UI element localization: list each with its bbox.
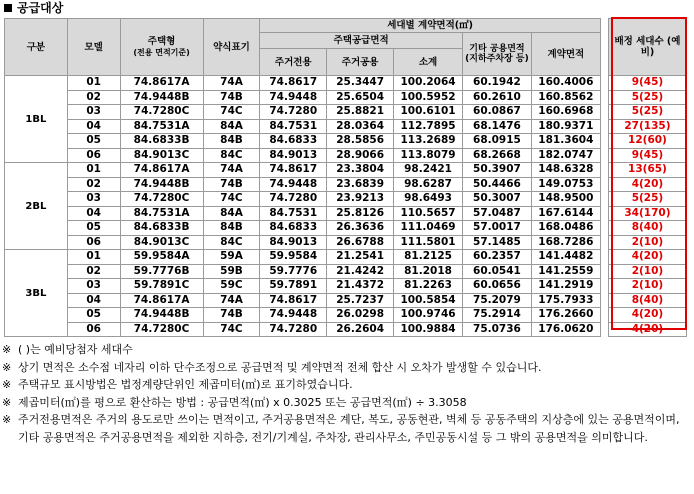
supply-count-cell: 13(65) xyxy=(608,163,686,178)
common-area-cell: 25.8821 xyxy=(327,105,394,120)
header-other: 기타 공용면적 (지하주차장 등) xyxy=(462,33,531,76)
group-cell: 3BL xyxy=(5,250,68,337)
header-group: 구분 xyxy=(5,19,68,76)
section-title-text: 공급대상 xyxy=(17,1,64,15)
exclusive-area-cell: 84.7531 xyxy=(260,206,327,221)
type-cell: 74.9448B xyxy=(120,90,203,105)
header-supply: 배정 세대수 (예비) xyxy=(608,19,686,76)
other-area-cell: 75.2079 xyxy=(462,293,531,308)
notation-cell: 74C xyxy=(203,192,260,207)
type-cell: 74.9448B xyxy=(120,177,203,192)
table-row xyxy=(5,177,687,192)
other-area-cell: 68.0915 xyxy=(462,134,531,149)
table-row xyxy=(5,322,687,337)
other-area-cell: 68.1476 xyxy=(462,119,531,134)
gap-cell xyxy=(600,76,608,91)
notation-cell: 59A xyxy=(203,250,260,265)
model-cell: 06 xyxy=(67,148,120,163)
note-mark: ※ xyxy=(2,378,12,391)
supply-count-cell: 27(135) xyxy=(608,119,686,134)
header-model: 모델 xyxy=(67,19,120,76)
other-area-cell: 57.1485 xyxy=(462,235,531,250)
supply-count-cell: 4(20) xyxy=(608,308,686,323)
supply-count-cell: 5(25) xyxy=(608,90,686,105)
note-text: 주택규모 표시방법은 법정계량단위인 제곱미터(㎡)로 표기하였습니다. xyxy=(18,378,353,391)
table-row xyxy=(5,119,687,134)
model-cell: 05 xyxy=(67,308,120,323)
subtotal-cell: 100.2064 xyxy=(394,76,463,91)
contract-area-cell: 182.0747 xyxy=(531,148,600,163)
contract-area-cell: 167.6144 xyxy=(531,206,600,221)
other-area-cell: 75.0736 xyxy=(462,322,531,337)
note-mark: ※ xyxy=(2,413,12,426)
subtotal-cell: 100.9746 xyxy=(394,308,463,323)
subtotal-cell: 98.6493 xyxy=(394,192,463,207)
contract-area-cell: 168.7286 xyxy=(531,235,600,250)
gap-cell xyxy=(600,90,608,105)
common-area-cell: 25.6504 xyxy=(327,90,394,105)
exclusive-area-cell: 84.9013 xyxy=(260,148,327,163)
type-cell: 84.7531A xyxy=(120,206,203,221)
model-cell: 06 xyxy=(67,235,120,250)
subtotal-cell: 111.0469 xyxy=(394,221,463,236)
note-item xyxy=(2,411,692,446)
model-cell: 06 xyxy=(67,322,120,337)
type-cell: 84.6833B xyxy=(120,221,203,236)
note-mark: ※ xyxy=(2,360,12,374)
header-subtotal: 소계 xyxy=(394,49,463,76)
gap-cell xyxy=(600,279,608,294)
table-row xyxy=(5,134,687,149)
supply-count-cell: 5(25) xyxy=(608,192,686,207)
contract-area-cell: 175.7933 xyxy=(531,293,600,308)
exclusive-area-cell: 59.7891 xyxy=(260,279,327,294)
notation-cell: 74B xyxy=(203,90,260,105)
common-area-cell: 21.2541 xyxy=(327,250,394,265)
contract-area-cell: 148.6328 xyxy=(531,163,600,178)
subtotal-cell: 81.2125 xyxy=(394,250,463,265)
table-row xyxy=(5,308,687,323)
square-bullet-icon xyxy=(4,4,12,12)
exclusive-area-cell: 59.7776 xyxy=(260,264,327,279)
supply-count-cell: 9(45) xyxy=(608,76,686,91)
gap-cell xyxy=(600,308,608,323)
model-cell: 04 xyxy=(67,206,120,221)
subtotal-cell: 100.6101 xyxy=(394,105,463,120)
other-area-cell: 50.3007 xyxy=(462,192,531,207)
note-text: 상기 면적은 소수점 네자리 이하 단수조정으로 공급면적 및 계약면적 전체 합산 시 오차가 발생할 수 있습니다. xyxy=(18,360,542,374)
table-row xyxy=(5,206,687,221)
subtotal-cell: 113.8079 xyxy=(394,148,463,163)
exclusive-area-cell: 84.6833 xyxy=(260,134,327,149)
type-cell: 74.7280C xyxy=(120,192,203,207)
common-area-cell: 23.9213 xyxy=(327,192,394,207)
model-cell: 05 xyxy=(67,221,120,236)
note-text: ( )는 예비당첨자 세대수 xyxy=(18,343,133,356)
gap-cell xyxy=(600,177,608,192)
other-area-cell: 60.2357 xyxy=(462,250,531,265)
gap-cell xyxy=(600,235,608,250)
table-row xyxy=(5,293,687,308)
model-cell: 04 xyxy=(67,293,120,308)
header-housing-supply: 주택공급면적 xyxy=(260,33,463,49)
header-type xyxy=(120,19,203,76)
note-item xyxy=(2,394,692,412)
table-row xyxy=(5,279,687,294)
subtotal-cell: 81.2263 xyxy=(394,279,463,294)
notation-cell: 84B xyxy=(203,134,260,149)
supply-count-cell: 2(10) xyxy=(608,279,686,294)
contract-area-cell: 180.9371 xyxy=(531,119,600,134)
note-text: 제곱미터(㎡)를 평으로 환산하는 방법 : 공급면적(㎡) x 0.3025 또는 공급면적(㎡) ÷ 3.3058 xyxy=(18,395,467,409)
supply-count-cell: 4(20) xyxy=(608,250,686,265)
supply-count-cell: 4(20) xyxy=(608,322,686,337)
subtotal-cell: 100.5854 xyxy=(394,293,463,308)
table-row xyxy=(5,90,687,105)
common-area-cell: 26.2604 xyxy=(327,322,394,337)
exclusive-area-cell: 74.7280 xyxy=(260,322,327,337)
notation-cell: 74B xyxy=(203,308,260,323)
common-area-cell: 28.5856 xyxy=(327,134,394,149)
exclusive-area-cell: 74.9448 xyxy=(260,90,327,105)
contract-area-cell: 149.0753 xyxy=(531,177,600,192)
contract-area-cell: 160.6968 xyxy=(531,105,600,120)
other-area-cell: 57.0017 xyxy=(462,221,531,236)
model-cell: 03 xyxy=(67,279,120,294)
contract-area-cell: 160.4006 xyxy=(531,76,600,91)
note-mark: ※ xyxy=(2,395,12,409)
exclusive-area-cell: 59.9584 xyxy=(260,250,327,265)
other-area-cell: 60.1942 xyxy=(462,76,531,91)
common-area-cell: 23.6839 xyxy=(327,177,394,192)
contract-area-cell: 160.8562 xyxy=(531,90,600,105)
contract-area-cell: 141.2559 xyxy=(531,264,600,279)
notation-cell: 84A xyxy=(203,206,260,221)
contract-area-cell: 148.9500 xyxy=(531,192,600,207)
table-row xyxy=(5,192,687,207)
other-area-cell: 75.2914 xyxy=(462,308,531,323)
contract-area-cell: 141.2919 xyxy=(531,279,600,294)
contract-area-cell: 141.4482 xyxy=(531,250,600,265)
other-area-cell: 57.0487 xyxy=(462,206,531,221)
type-cell: 74.8617A xyxy=(120,163,203,178)
subtotal-cell: 111.5801 xyxy=(394,235,463,250)
model-cell: 03 xyxy=(67,192,120,207)
note-item xyxy=(2,359,692,377)
subtotal-cell: 81.2018 xyxy=(394,264,463,279)
note-text: 주거전용면적은 주거의 용도로만 쓰이는 면적이고, 주거공용면적은 계단, 복도, 공동현관, 벽체 등 공동주택의 지상층에 있는 공용면적이며, 기타 공용면적은 주거공용면적을 제외한 지하층, 전기/기계실, 주차장, 관리사무소, 주민공동시설 등 그 밖의 공용면적을 의미합니다. xyxy=(18,413,680,444)
gap-cell xyxy=(600,293,608,308)
notation-cell: 74C xyxy=(203,105,260,120)
table-row xyxy=(5,76,687,91)
supply-count-cell: 12(60) xyxy=(608,134,686,149)
common-area-cell: 21.4242 xyxy=(327,264,394,279)
gap-cell xyxy=(600,134,608,149)
model-cell: 01 xyxy=(67,250,120,265)
subtotal-cell: 100.9884 xyxy=(394,322,463,337)
subtotal-cell: 98.2421 xyxy=(394,163,463,178)
exclusive-area-cell: 84.7531 xyxy=(260,119,327,134)
supply-count-cell: 2(10) xyxy=(608,235,686,250)
gap-cell xyxy=(600,192,608,207)
exclusive-area-cell: 74.8617 xyxy=(260,293,327,308)
notation-cell: 59C xyxy=(203,279,260,294)
exclusive-area-cell: 74.7280 xyxy=(260,192,327,207)
notation-cell: 74A xyxy=(203,163,260,178)
supply-count-cell: 2(10) xyxy=(608,264,686,279)
other-area-cell: 60.2610 xyxy=(462,90,531,105)
group-cell: 2BL xyxy=(5,163,68,250)
table-row xyxy=(5,235,687,250)
table-row xyxy=(5,148,687,163)
common-area-cell: 25.8126 xyxy=(327,206,394,221)
subtotal-cell: 113.2689 xyxy=(394,134,463,149)
exclusive-area-cell: 74.9448 xyxy=(260,177,327,192)
contract-area-cell: 176.2660 xyxy=(531,308,600,323)
common-area-cell: 26.6788 xyxy=(327,235,394,250)
exclusive-area-cell: 74.7280 xyxy=(260,105,327,120)
model-cell: 01 xyxy=(67,76,120,91)
type-cell: 84.9013C xyxy=(120,148,203,163)
model-cell: 04 xyxy=(67,119,120,134)
table-row xyxy=(5,264,687,279)
supply-count-cell: 5(25) xyxy=(608,105,686,120)
gap-cell xyxy=(600,119,608,134)
type-cell: 74.7280C xyxy=(120,105,203,120)
supply-count-cell: 34(170) xyxy=(608,206,686,221)
common-area-cell: 26.3636 xyxy=(327,221,394,236)
gap-cell xyxy=(600,264,608,279)
header-type-main: 주택형 xyxy=(147,36,176,47)
header-contract: 계약면적 xyxy=(531,33,600,76)
notation-cell: 74C xyxy=(203,322,260,337)
table-row xyxy=(5,221,687,236)
type-cell: 74.8617A xyxy=(120,76,203,91)
table-row xyxy=(5,163,687,178)
gap-column xyxy=(600,19,608,76)
type-cell: 59.9584A xyxy=(120,250,203,265)
group-cell: 1BL xyxy=(5,76,68,163)
notation-cell: 74B xyxy=(203,177,260,192)
table-row xyxy=(5,105,687,120)
model-cell: 01 xyxy=(67,163,120,178)
exclusive-area-cell: 74.9448 xyxy=(260,308,327,323)
other-area-cell: 60.0656 xyxy=(462,279,531,294)
type-cell: 59.7776B xyxy=(120,264,203,279)
notation-cell: 84C xyxy=(203,148,260,163)
common-area-cell: 21.4372 xyxy=(327,279,394,294)
supply-count-cell: 9(45) xyxy=(608,148,686,163)
common-area-cell: 23.3804 xyxy=(327,163,394,178)
type-cell: 74.9448B xyxy=(120,308,203,323)
contract-area-cell: 176.0620 xyxy=(531,322,600,337)
type-cell: 74.8617A xyxy=(120,293,203,308)
header-exclusive: 주거전용 xyxy=(260,49,327,76)
section-title xyxy=(4,0,63,16)
model-cell: 02 xyxy=(67,264,120,279)
contract-area-cell: 181.3604 xyxy=(531,134,600,149)
header-area-group: 세대별 계약면적(㎡) xyxy=(260,19,600,33)
other-area-cell: 50.3907 xyxy=(462,163,531,178)
model-cell: 02 xyxy=(67,177,120,192)
common-area-cell: 28.0364 xyxy=(327,119,394,134)
note-item xyxy=(2,376,692,394)
supply-table xyxy=(4,18,687,337)
common-area-cell: 25.3447 xyxy=(327,76,394,91)
subtotal-cell: 110.5657 xyxy=(394,206,463,221)
common-area-cell: 28.9066 xyxy=(327,148,394,163)
common-area-cell: 25.7237 xyxy=(327,293,394,308)
gap-cell xyxy=(600,322,608,337)
subtotal-cell: 98.6287 xyxy=(394,177,463,192)
type-cell: 84.9013C xyxy=(120,235,203,250)
model-cell: 05 xyxy=(67,134,120,149)
notes xyxy=(2,341,692,446)
supply-count-cell: 8(40) xyxy=(608,293,686,308)
notation-cell: 74A xyxy=(203,293,260,308)
gap-cell xyxy=(600,148,608,163)
other-area-cell: 50.4466 xyxy=(462,177,531,192)
exclusive-area-cell: 84.9013 xyxy=(260,235,327,250)
other-area-cell: 60.0867 xyxy=(462,105,531,120)
subtotal-cell: 112.7895 xyxy=(394,119,463,134)
notation-cell: 74A xyxy=(203,76,260,91)
supply-count-cell: 4(20) xyxy=(608,177,686,192)
other-area-cell: 68.2668 xyxy=(462,148,531,163)
type-cell: 84.6833B xyxy=(120,134,203,149)
type-cell: 84.7531A xyxy=(120,119,203,134)
exclusive-area-cell: 84.6833 xyxy=(260,221,327,236)
common-area-cell: 26.0298 xyxy=(327,308,394,323)
model-cell: 02 xyxy=(67,90,120,105)
type-cell: 59.7891C xyxy=(120,279,203,294)
gap-cell xyxy=(600,206,608,221)
gap-cell xyxy=(600,250,608,265)
gap-cell xyxy=(600,105,608,120)
notation-cell: 84C xyxy=(203,235,260,250)
notation-cell: 59B xyxy=(203,264,260,279)
header-notation: 약식표기 xyxy=(203,19,260,76)
contract-area-cell: 168.0486 xyxy=(531,221,600,236)
supply-count-cell: 8(40) xyxy=(608,221,686,236)
other-area-cell: 60.0541 xyxy=(462,264,531,279)
gap-cell xyxy=(600,163,608,178)
exclusive-area-cell: 74.8617 xyxy=(260,163,327,178)
notation-cell: 84B xyxy=(203,221,260,236)
type-cell: 74.7280C xyxy=(120,322,203,337)
table-body xyxy=(5,76,687,337)
subtotal-cell: 100.5952 xyxy=(394,90,463,105)
notation-cell: 84A xyxy=(203,119,260,134)
header-type-sub: (전용 면적기준) xyxy=(133,48,190,57)
note-mark: ※ xyxy=(2,343,12,356)
model-cell: 03 xyxy=(67,105,120,120)
header-common: 주거공용 xyxy=(327,49,394,76)
exclusive-area-cell: 74.8617 xyxy=(260,76,327,91)
note-item xyxy=(2,341,692,359)
table-row xyxy=(5,250,687,265)
gap-cell xyxy=(600,221,608,236)
